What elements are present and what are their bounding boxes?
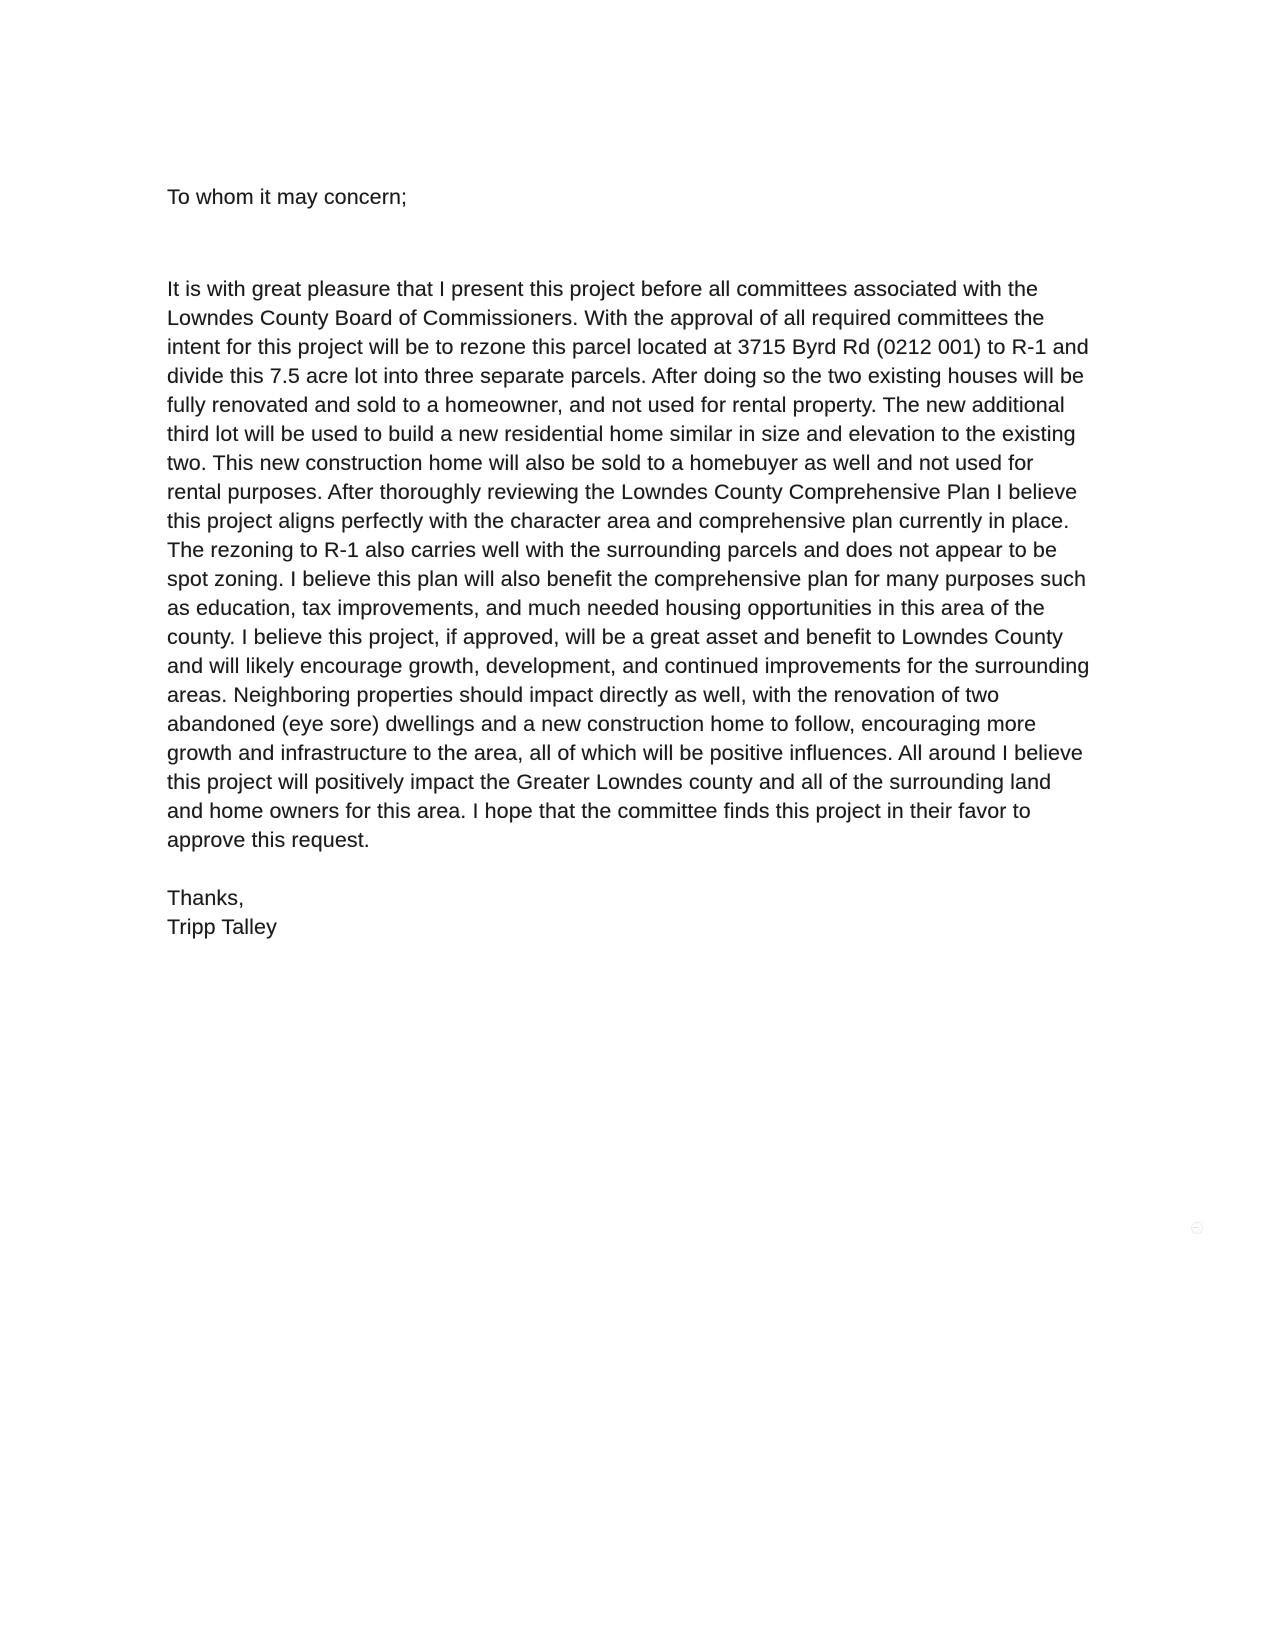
closing-thanks: Thanks, <box>167 886 245 910</box>
letter-line: this project will positively impact the Greater Lowndes county and all of the surrounding land <box>167 770 1052 794</box>
scan-artifact <box>1191 1222 1203 1234</box>
salutation: To whom it may concern; <box>167 185 408 209</box>
letter-body <box>167 275 1117 855</box>
letter-line: county. I believe this project, if approved, will be a great asset and benefit to Lowndes County <box>167 625 1064 649</box>
letter-line: spot zoning. I believe this plan will also benefit the comprehensive plan for many purposes such <box>167 567 1087 591</box>
letter-line: fully renovated and sold to a homeowner, and not used for rental property. The new additional <box>167 393 1065 417</box>
letter-line: abandoned (eye sore) dwellings and a new construction home to follow, encouraging more <box>167 712 1037 736</box>
letter-line: approve this request. <box>167 828 370 852</box>
letter-line: this project aligns perfectly with the character area and comprehensive plan currently in place. <box>167 509 1070 533</box>
letter-line: and will likely encourage growth, development, and continued improvements for the surrounding <box>167 654 1090 678</box>
letter-line: It is with great pleasure that I present this project before all committees associated with the <box>167 277 1039 301</box>
letter-line: areas. Neighboring properties should impact directly as well, with the renovation of two <box>167 683 1000 707</box>
letter-line: Lowndes County Board of Commissioners. With the approval of all required committees the <box>167 306 1045 330</box>
letter-line: third lot will be used to build a new residential home similar in size and elevation to the existing <box>167 422 1076 446</box>
letter-line: two. This new construction home will also be sold to a homebuyer as well and not used for <box>167 451 1034 475</box>
letter-line: as education, tax improvements, and much needed housing opportunities in this area of the <box>167 596 1045 620</box>
signature-name: Tripp Talley <box>167 915 277 939</box>
closing-block <box>167 884 1117 942</box>
letter-line: growth and infrastructure to the area, all of which will be positive influences. All around I believe <box>167 741 1083 765</box>
letter-line: divide this 7.5 acre lot into three separate parcels. After doing so the two existing houses will be <box>167 364 1085 388</box>
letter-line: rental purposes. After thoroughly reviewing the Lowndes County Comprehensive Plan I believe <box>167 480 1078 504</box>
letter-line: and home owners for this area. I hope that the committee finds this project in their favor to <box>167 799 1031 823</box>
letter-line: intent for this project will be to rezone this parcel located at 3715 Byrd Rd (0212 001) to R-1 and <box>167 335 1089 359</box>
letter-content <box>167 183 1117 942</box>
letter-line: The rezoning to R-1 also carries well with the surrounding parcels and does not appear to be <box>167 538 1058 562</box>
